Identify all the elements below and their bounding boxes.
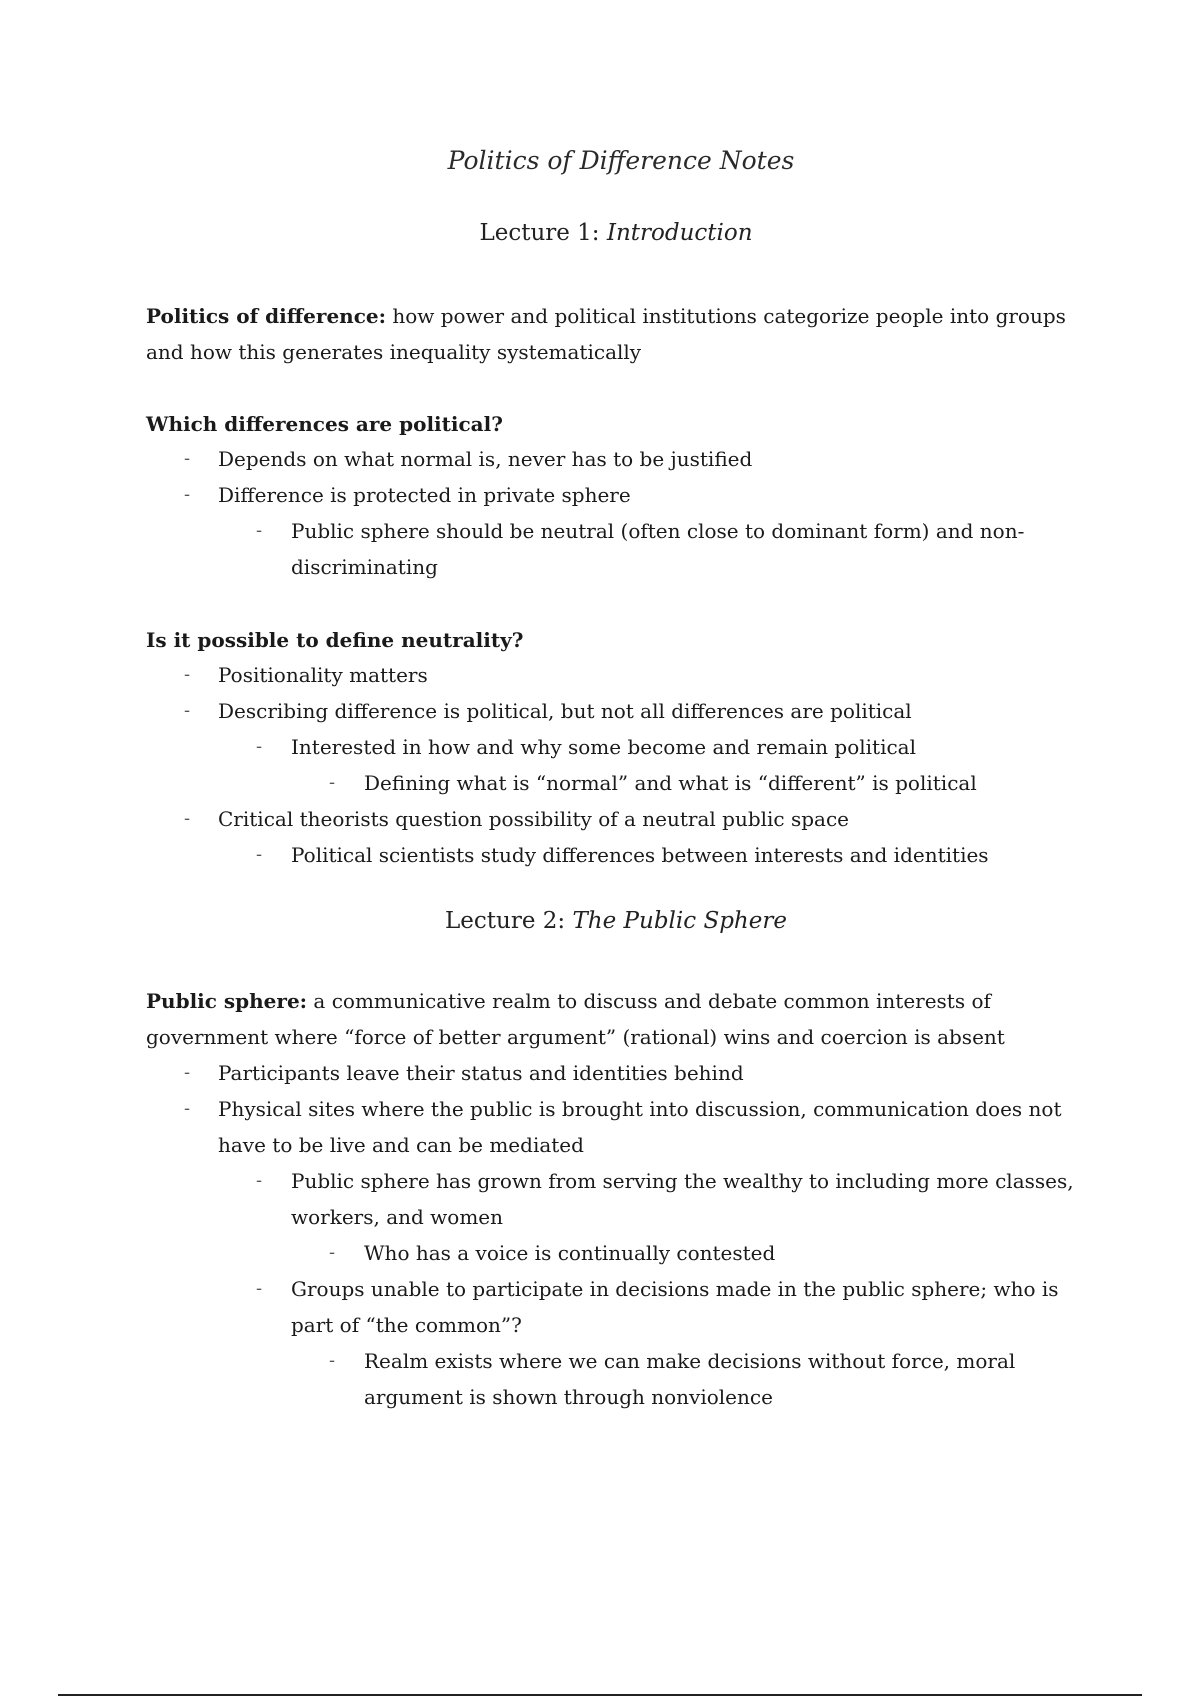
lecture-1-name: Introduction bbox=[606, 220, 753, 246]
lecture-2-prefix: Lecture 2: bbox=[445, 908, 573, 934]
lecture-1-prefix: Lecture 1: bbox=[479, 220, 607, 246]
definition-term: Politics of difference: bbox=[146, 304, 386, 328]
list-item: - Who has a voice is continually contested bbox=[329, 1241, 776, 1265]
list-item: - Participants leave their status and identities behind bbox=[184, 1061, 744, 1085]
list-item: - Groups unable to participate in decisions made in the public sphere; who is part of “the common”? bbox=[256, 1277, 1059, 1337]
list-item: - Public sphere has grown from serving the wealthy to including more classes, workers, and women bbox=[256, 1169, 1074, 1229]
lecture-2-heading bbox=[146, 908, 1086, 934]
section-2-list bbox=[146, 657, 1086, 873]
list-item: - Public sphere should be neutral (often close to dominant form) and non-discriminating bbox=[256, 519, 1025, 579]
definition-text: a communicative realm to discuss and debate common interests of government where “force of better argument” (rational) wins and coercion is absent bbox=[146, 989, 1005, 1049]
list-item: - Physical sites where the public is brought into discussion, communication does not have to be live and can be mediated bbox=[184, 1097, 1062, 1157]
footer-divider bbox=[58, 1694, 1142, 1696]
document-title: Politics of Difference Notes bbox=[447, 146, 795, 175]
section-heading-political-differences: Which differences are political? bbox=[146, 412, 503, 436]
list-item: - Interested in how and why some become and remain political bbox=[256, 735, 916, 759]
list-item: - Defining what is “normal” and what is “different” is political bbox=[329, 771, 977, 795]
list-item: - Difference is protected in private sphere bbox=[184, 483, 631, 507]
lecture-2-name: The Public Sphere bbox=[572, 908, 787, 934]
definition-text: how power and political institutions categorize people into groups and how this generates inequality systematically bbox=[146, 304, 1066, 364]
lecture-1-heading bbox=[146, 220, 1086, 246]
list-item: - Realm exists where we can make decisions without force, moral argument is shown through nonviolence bbox=[329, 1349, 1016, 1409]
list-item: - Political scientists study differences between interests and identities bbox=[256, 843, 989, 867]
list-item: - Positionality matters bbox=[184, 663, 428, 687]
list-item: - Describing difference is political, but not all differences are political bbox=[184, 699, 912, 723]
section-heading-neutrality: Is it possible to define neutrality? bbox=[146, 628, 524, 652]
list-item: - Critical theorists question possibility of a neutral public space bbox=[184, 807, 850, 831]
section-1-list bbox=[146, 441, 1086, 585]
section-3-list bbox=[146, 1055, 1086, 1415]
definition-public-sphere bbox=[146, 983, 1086, 1055]
definition-politics-of-difference bbox=[146, 298, 1086, 370]
definition-term: Public sphere: bbox=[146, 989, 308, 1013]
list-item: - Depends on what normal is, never has to be justified bbox=[184, 447, 753, 471]
